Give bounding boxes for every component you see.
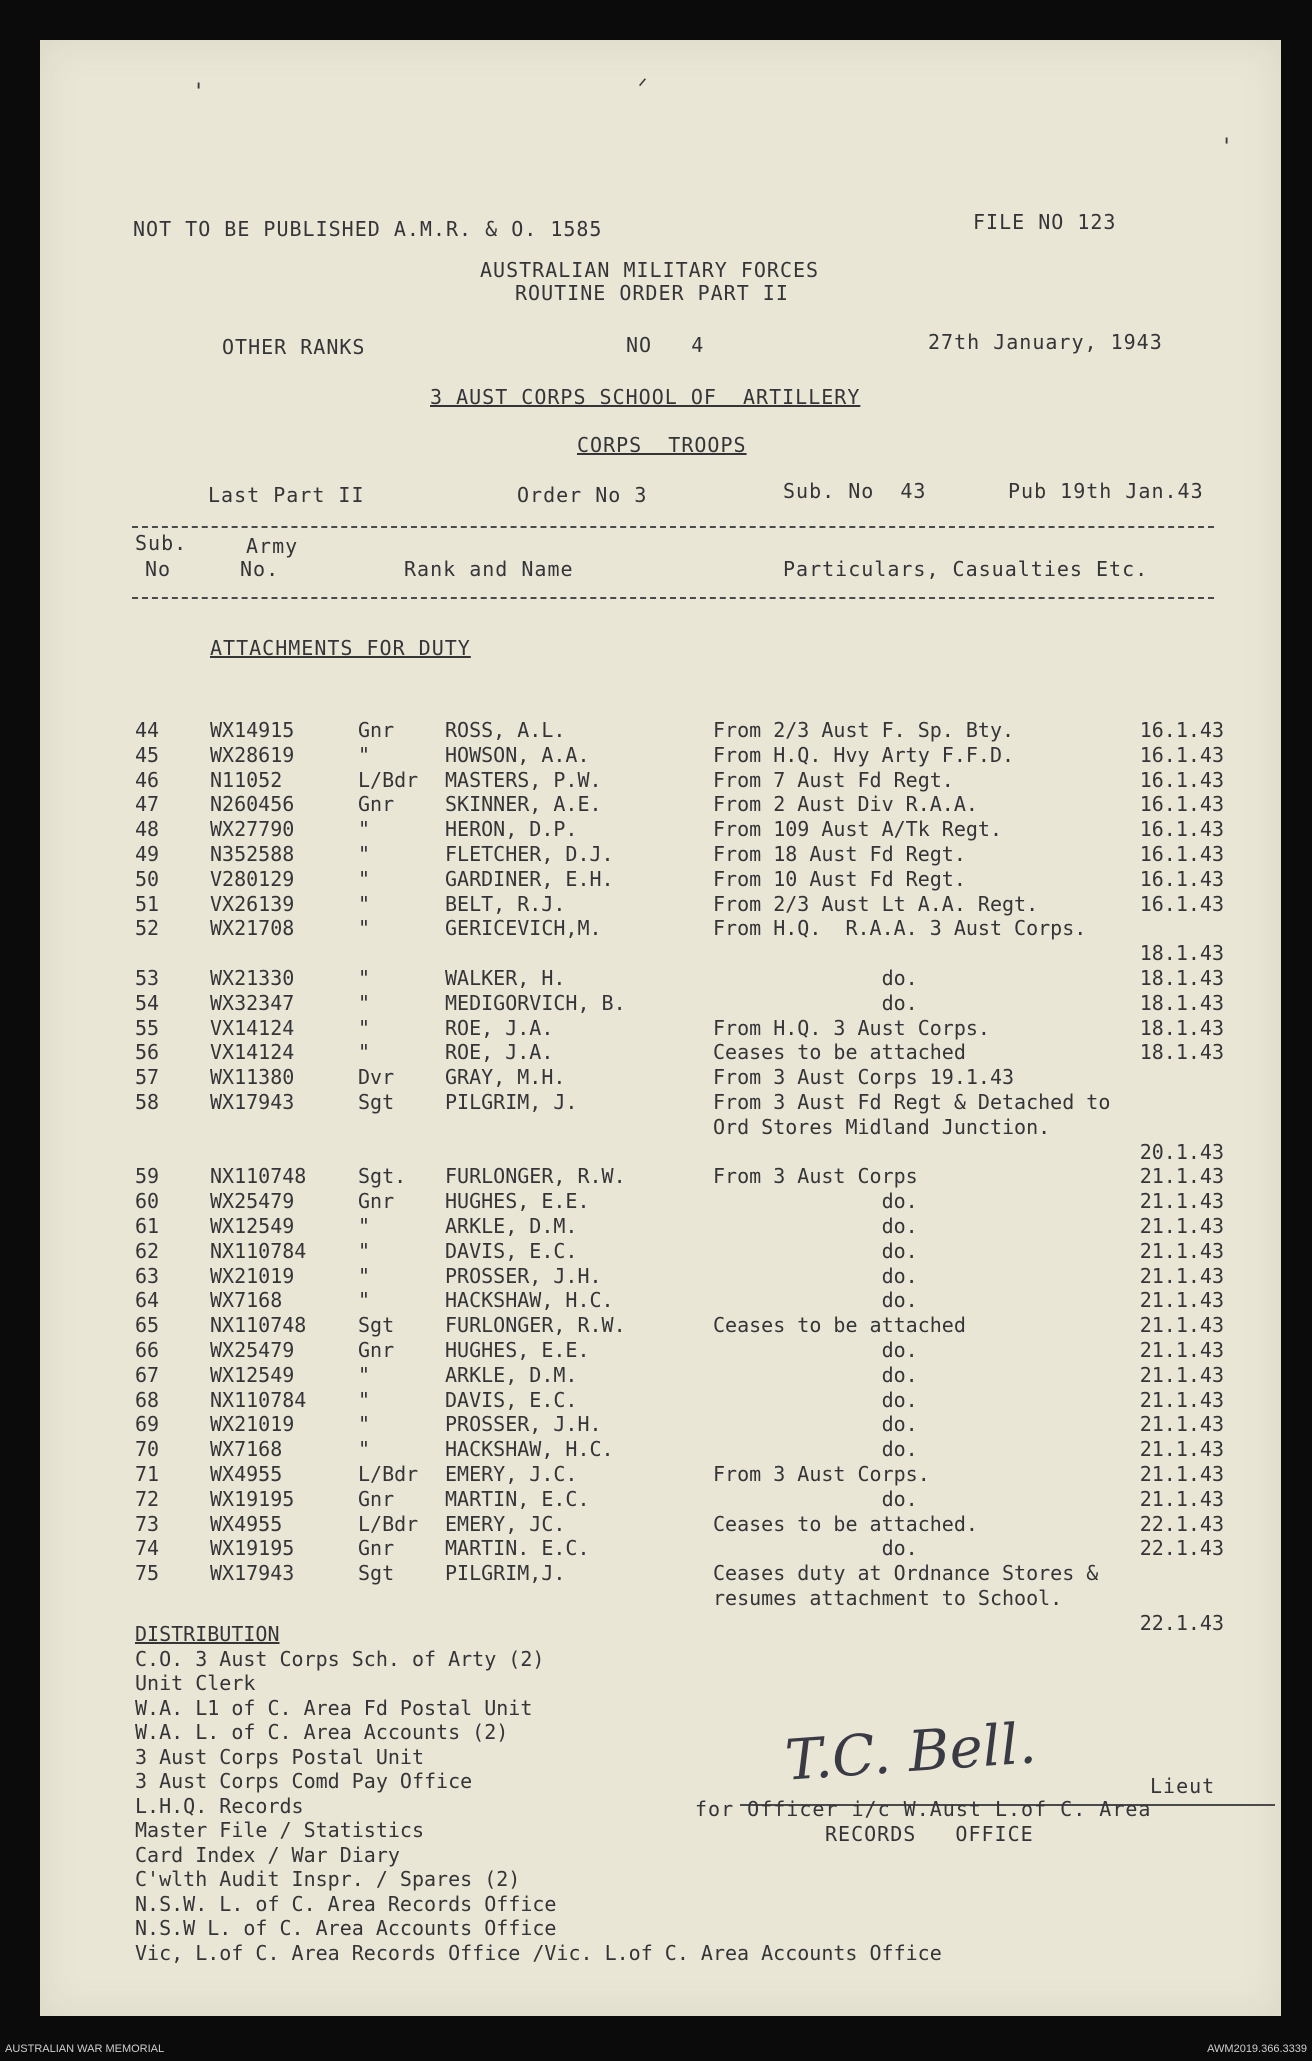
cell-date: 21.1.43 bbox=[1139, 1486, 1224, 1511]
cell-army: WX25479 bbox=[210, 1338, 295, 1362]
cell-date: 21.1.43 bbox=[1139, 1387, 1224, 1412]
cell-date: 21.1.43 bbox=[1139, 1362, 1224, 1387]
cell-part: do. bbox=[713, 1437, 918, 1462]
cell-sub: 66 bbox=[135, 1338, 160, 1362]
cell-army: WX17943 bbox=[210, 1090, 295, 1114]
cell-sub: 44 bbox=[135, 718, 160, 742]
distribution-item: L.H.Q. Records bbox=[135, 1793, 304, 1818]
cell-part: From 2/3 Aust F. Sp. Bty. bbox=[713, 718, 1015, 742]
cell-name: PROSSER, J.H. bbox=[445, 1263, 602, 1288]
cell-name: FURLONGER, R.W. bbox=[445, 1313, 626, 1338]
cell-part: From 7 Aust Fd Regt. bbox=[713, 767, 954, 792]
cell-date: 21.1.43 bbox=[1139, 1412, 1224, 1437]
distribution-item: Unit Clerk bbox=[135, 1671, 256, 1695]
table-row bbox=[40, 1536, 1281, 1560]
col-army-header: Army bbox=[246, 534, 299, 558]
cell-sub: 68 bbox=[135, 1387, 160, 1412]
cell-army: N260456 bbox=[210, 792, 295, 817]
cell-name: ROE, J.A. bbox=[445, 1040, 554, 1065]
table-row bbox=[40, 1313, 1281, 1337]
cell-date: 22.1.43 bbox=[1139, 1610, 1224, 1635]
last-sub-label: Sub. No 43 bbox=[783, 479, 927, 503]
document-page bbox=[40, 40, 1281, 2016]
distribution-item: W.A. L1 of C. Area Fd Postal Unit bbox=[135, 1695, 533, 1720]
cell-sub: 56 bbox=[135, 1040, 160, 1065]
cell-part: do. bbox=[713, 1338, 918, 1362]
cell-name: GARDINER, E.H. bbox=[445, 866, 614, 891]
table-row bbox=[40, 1412, 1281, 1436]
cell-part: do. bbox=[713, 1189, 918, 1214]
cell-date: 20.1.43 bbox=[1139, 1139, 1224, 1164]
cell-sub: 54 bbox=[135, 990, 160, 1015]
cell-rank: " bbox=[358, 1238, 371, 1263]
col-sub-header: Sub. bbox=[135, 531, 188, 555]
cell-date: 21.1.43 bbox=[1139, 1437, 1224, 1462]
cell-sub: 58 bbox=[135, 1090, 160, 1114]
cell-army: WX19195 bbox=[210, 1486, 295, 1511]
cell-name: PROSSER, J.H. bbox=[445, 1412, 602, 1437]
cell-name: SKINNER, A.E. bbox=[445, 792, 602, 817]
cell-sub: 70 bbox=[135, 1437, 160, 1462]
cell-part: From H.Q. R.A.A. 3 Aust Corps. bbox=[713, 916, 1087, 941]
cell-rank: " bbox=[358, 1437, 371, 1462]
table-top-rule bbox=[132, 526, 1214, 528]
cell-army: WX4955 bbox=[210, 1462, 283, 1486]
distribution-item: 3 Aust Corps Postal Unit bbox=[135, 1744, 424, 1769]
cell-part: Ord Stores Midland Junction. bbox=[713, 1114, 1051, 1139]
cell-sub: 69 bbox=[135, 1412, 160, 1437]
signature-rank: Lieut bbox=[1150, 1774, 1216, 1798]
cell-army: N11052 bbox=[210, 767, 283, 792]
cell-part: From 18 Aust Fd Regt. bbox=[713, 842, 966, 866]
table-bottom-rule bbox=[132, 597, 1214, 599]
cell-sub: 47 bbox=[135, 792, 160, 817]
cell-army: WX19195 bbox=[210, 1536, 295, 1561]
cell-date: 22.1.43 bbox=[1139, 1511, 1224, 1536]
cell-army: WX12549 bbox=[210, 1214, 295, 1238]
table-row bbox=[40, 1040, 1281, 1064]
table-row bbox=[40, 1512, 1281, 1536]
table-row bbox=[40, 718, 1281, 742]
table-row bbox=[40, 1115, 1281, 1139]
cell-rank: " bbox=[358, 817, 371, 842]
cell-rank: Gnr bbox=[358, 1189, 395, 1214]
cell-sub: 53 bbox=[135, 966, 160, 990]
cell-name: DAVIS, E.C. bbox=[445, 1387, 578, 1412]
cell-part: do. bbox=[713, 1238, 918, 1263]
cell-part: do. bbox=[713, 1387, 918, 1412]
cell-rank: L/Bdr bbox=[358, 1511, 419, 1536]
table-row bbox=[40, 1462, 1281, 1486]
cell-part: do. bbox=[713, 966, 918, 990]
distribution-item: Vic, L.of C. Area Records Office /Vic. L.of C. Area Accounts Office bbox=[135, 1940, 942, 1965]
distribution-item: 3 Aust Corps Comd Pay Office bbox=[135, 1769, 473, 1793]
cell-rank: Sgt bbox=[358, 1090, 395, 1114]
cell-rank: " bbox=[358, 1263, 371, 1288]
cell-army: VX14124 bbox=[210, 1015, 295, 1040]
distribution-title: DISTRIBUTION bbox=[135, 1622, 280, 1646]
table-row bbox=[40, 1288, 1281, 1312]
cell-part: Ceases to be attached bbox=[713, 1040, 966, 1065]
cell-army: NX110748 bbox=[210, 1313, 307, 1338]
col-sub-header-2: No bbox=[145, 557, 172, 581]
cell-sub: 62 bbox=[135, 1238, 160, 1263]
cell-rank: " bbox=[358, 842, 371, 866]
troops-title: CORPS TROOPS bbox=[577, 433, 747, 457]
cell-rank: Gnr bbox=[358, 718, 395, 742]
cell-rank: L/Bdr bbox=[358, 1462, 419, 1486]
table-row bbox=[40, 1189, 1281, 1213]
cell-rank: Sgt. bbox=[358, 1164, 407, 1189]
table-row bbox=[40, 1239, 1281, 1263]
cell-date: 16.1.43 bbox=[1139, 792, 1224, 817]
cell-part: do. bbox=[713, 1214, 918, 1238]
footer-right: AWM2019.366.3339 bbox=[1207, 2043, 1307, 2055]
cell-part: From 3 Aust Corps. bbox=[713, 1462, 930, 1486]
cell-part: From 2 Aust Div R.A.A. bbox=[713, 792, 978, 817]
cell-army: NX110784 bbox=[210, 1387, 307, 1412]
order-date: 27th January, 1943 bbox=[928, 330, 1163, 354]
cell-date: 21.1.43 bbox=[1139, 1263, 1224, 1288]
cell-name: BELT, R.J. bbox=[445, 891, 566, 916]
cell-date: 21.1.43 bbox=[1139, 1189, 1224, 1214]
table-row bbox=[40, 941, 1281, 965]
cell-date: 21.1.43 bbox=[1139, 1288, 1224, 1313]
distribution-item: Master File / Statistics bbox=[135, 1818, 424, 1842]
cell-date: 16.1.43 bbox=[1139, 718, 1224, 742]
cell-army: NX110748 bbox=[210, 1164, 307, 1189]
cell-name: ROSS, A.L. bbox=[445, 718, 566, 742]
cell-part: From H.Q. Hvy Arty F.F.D. bbox=[713, 742, 1015, 767]
cell-part: resumes attachment to School. bbox=[713, 1586, 1063, 1610]
cell-part: From 3 Aust Corps 19.1.43 bbox=[713, 1065, 1015, 1090]
cell-name: PILGRIM,J. bbox=[445, 1561, 566, 1586]
cell-sub: 63 bbox=[135, 1263, 160, 1288]
order-number: NO 4 bbox=[626, 333, 705, 357]
table-row bbox=[40, 1214, 1281, 1238]
cell-name: WALKER, H. bbox=[445, 966, 566, 990]
cell-date: 21.1.43 bbox=[1139, 1164, 1224, 1189]
cell-rank: " bbox=[358, 916, 371, 941]
cell-sub: 64 bbox=[135, 1288, 160, 1313]
cell-name: HUGHES, E.E. bbox=[445, 1189, 590, 1214]
cell-sub: 45 bbox=[135, 742, 160, 767]
ink-mark: ' bbox=[192, 80, 206, 105]
cell-sub: 49 bbox=[135, 842, 160, 866]
signature: T.C. Bell. bbox=[783, 1711, 1039, 1794]
cell-sub: 50 bbox=[135, 866, 160, 891]
cell-sub: 57 bbox=[135, 1065, 160, 1090]
cell-army: VX14124 bbox=[210, 1040, 295, 1065]
cell-rank: Gnr bbox=[358, 1486, 395, 1511]
cell-part: do. bbox=[713, 1486, 918, 1511]
cell-name: ARKLE, D.M. bbox=[445, 1214, 578, 1238]
section-title: ATTACHMENTS FOR DUTY bbox=[210, 636, 471, 660]
cell-name: HOWSON, A.A. bbox=[445, 742, 590, 767]
cell-army: WX27790 bbox=[210, 817, 295, 842]
cell-rank: " bbox=[358, 1387, 371, 1412]
cell-army: NX110784 bbox=[210, 1238, 307, 1263]
cell-rank: " bbox=[358, 1288, 371, 1313]
table-row bbox=[40, 1437, 1281, 1461]
cell-rank: " bbox=[358, 1362, 371, 1387]
last-part-label: Last Part II bbox=[208, 483, 365, 507]
cell-rank: " bbox=[358, 966, 371, 990]
cell-rank: L/Bdr bbox=[358, 767, 419, 792]
cell-name: GRAY, M.H. bbox=[445, 1065, 566, 1090]
cell-sub: 74 bbox=[135, 1536, 160, 1561]
cell-rank: Dvr bbox=[358, 1065, 395, 1090]
cell-rank: " bbox=[358, 1214, 371, 1238]
distribution-item: Card Index / War Diary bbox=[135, 1842, 400, 1867]
table-row bbox=[40, 966, 1281, 990]
table-row bbox=[40, 892, 1281, 916]
cell-army: WX11380 bbox=[210, 1065, 295, 1090]
cell-rank: " bbox=[358, 866, 371, 891]
distribution-item: W.A. L. of C. Area Accounts (2) bbox=[135, 1720, 509, 1744]
footer-left: AUSTRALIAN WAR MEMORIAL bbox=[5, 2043, 165, 2055]
cell-sub: 72 bbox=[135, 1486, 160, 1511]
cell-rank: " bbox=[358, 891, 371, 916]
last-pub-label: Pub 19th Jan.43 bbox=[1008, 479, 1204, 503]
cell-sub: 75 bbox=[135, 1561, 160, 1586]
cell-name: PILGRIM, J. bbox=[445, 1090, 578, 1114]
cell-sub: 59 bbox=[135, 1164, 160, 1189]
cell-name: HERON, D.P. bbox=[445, 817, 578, 842]
cell-sub: 67 bbox=[135, 1362, 160, 1387]
cell-part: Ceases duty at Ordnance Stores & bbox=[713, 1561, 1099, 1586]
cell-sub: 46 bbox=[135, 767, 160, 792]
table-row bbox=[40, 1388, 1281, 1412]
cell-part: From 2/3 Aust Lt A.A. Regt. bbox=[713, 891, 1039, 916]
cell-army: WX21019 bbox=[210, 1263, 295, 1288]
last-order-label: Order No 3 bbox=[517, 483, 648, 507]
cell-name: HACKSHAW, H.C. bbox=[445, 1288, 614, 1313]
cell-date: 18.1.43 bbox=[1139, 990, 1224, 1015]
cell-name: EMERY, JC. bbox=[445, 1511, 566, 1536]
cell-name: EMERY, J.C. bbox=[445, 1462, 578, 1486]
cell-part: do. bbox=[713, 990, 918, 1015]
cell-part: Ceases to be attached bbox=[713, 1313, 966, 1338]
cell-army: WX12549 bbox=[210, 1362, 295, 1387]
table-row bbox=[40, 1140, 1281, 1164]
cell-date: 21.1.43 bbox=[1139, 1313, 1224, 1338]
cell-part: do. bbox=[713, 1263, 918, 1288]
table-row bbox=[40, 1586, 1281, 1610]
distribution-item: C.O. 3 Aust Corps Sch. of Arty (2) bbox=[135, 1646, 545, 1671]
cell-name: MARTIN. E.C. bbox=[445, 1536, 590, 1561]
ink-mark: ᐟ bbox=[638, 75, 648, 100]
file-number: FILE NO 123 bbox=[973, 210, 1117, 234]
cell-part: From 10 Aust Fd Regt. bbox=[713, 866, 966, 891]
cell-rank: Sgt bbox=[358, 1561, 395, 1586]
table-row bbox=[40, 916, 1281, 940]
table-row bbox=[40, 817, 1281, 841]
cell-army: WX32347 bbox=[210, 990, 295, 1015]
cell-army: V280129 bbox=[210, 866, 295, 891]
cell-army: WX28619 bbox=[210, 742, 295, 767]
cell-rank: Gnr bbox=[358, 1536, 395, 1561]
cell-name: HACKSHAW, H.C. bbox=[445, 1437, 614, 1462]
cell-sub: 55 bbox=[135, 1015, 160, 1040]
cell-part: From H.Q. 3 Aust Corps. bbox=[713, 1015, 990, 1040]
cell-name: GERICEVICH,M. bbox=[445, 916, 602, 941]
signature-office: RECORDS OFFICE bbox=[825, 1822, 1034, 1846]
col-particulars-header: Particulars, Casualties Etc. bbox=[783, 557, 1149, 581]
table-row bbox=[40, 743, 1281, 767]
cell-sub: 73 bbox=[135, 1511, 160, 1536]
cell-sub: 71 bbox=[135, 1462, 160, 1486]
cell-sub: 52 bbox=[135, 916, 160, 941]
cell-army: WX17943 bbox=[210, 1561, 295, 1586]
cell-name: MEDIGORVICH, B. bbox=[445, 990, 626, 1015]
cell-sub: 60 bbox=[135, 1189, 160, 1214]
cell-date: 16.1.43 bbox=[1139, 891, 1224, 916]
cell-date: 18.1.43 bbox=[1139, 941, 1224, 966]
cell-sub: 51 bbox=[135, 891, 160, 916]
distribution-item: N.S.W L. of C. Area Accounts Office bbox=[135, 1916, 557, 1940]
cell-army: WX7168 bbox=[210, 1437, 283, 1462]
cell-date: 16.1.43 bbox=[1139, 767, 1224, 792]
cell-rank: Gnr bbox=[358, 792, 395, 817]
table-row bbox=[40, 768, 1281, 792]
cell-rank: Sgt bbox=[358, 1313, 395, 1338]
cell-date: 16.1.43 bbox=[1139, 842, 1224, 866]
cell-part: do. bbox=[713, 1412, 918, 1437]
table-row bbox=[40, 1487, 1281, 1511]
cell-army: WX7168 bbox=[210, 1288, 283, 1313]
cell-date: 18.1.43 bbox=[1139, 966, 1224, 990]
cell-part: do. bbox=[713, 1288, 918, 1313]
cell-part: do. bbox=[713, 1536, 918, 1561]
table-row bbox=[40, 792, 1281, 816]
cell-date: 22.1.43 bbox=[1139, 1536, 1224, 1561]
col-rank-name-header: Rank and Name bbox=[404, 557, 574, 581]
table-row bbox=[40, 1065, 1281, 1089]
cell-rank: " bbox=[358, 990, 371, 1015]
cell-army: WX21019 bbox=[210, 1412, 295, 1437]
cell-date: 21.1.43 bbox=[1139, 1214, 1224, 1238]
cell-date: 16.1.43 bbox=[1139, 866, 1224, 891]
table-row bbox=[40, 1016, 1281, 1040]
cell-army: WX25479 bbox=[210, 1189, 295, 1214]
cell-sub: 48 bbox=[135, 817, 160, 842]
distribution-item: C'wlth Audit Inspr. / Spares (2) bbox=[135, 1867, 521, 1891]
cell-date: 16.1.43 bbox=[1139, 742, 1224, 767]
table-row bbox=[40, 1363, 1281, 1387]
unit-title: 3 AUST CORPS SCHOOL OF ARTILLERY bbox=[430, 385, 861, 409]
table-row bbox=[40, 1561, 1281, 1585]
cell-date: 18.1.43 bbox=[1139, 1015, 1224, 1040]
cell-rank: " bbox=[358, 1412, 371, 1437]
cell-rank: " bbox=[358, 1040, 371, 1065]
cell-rank: Gnr bbox=[358, 1338, 395, 1362]
col-army-header-2: No. bbox=[240, 557, 280, 581]
order-part-title: ROUTINE ORDER PART II bbox=[515, 281, 789, 305]
table-row bbox=[40, 1090, 1281, 1114]
cell-date: 18.1.43 bbox=[1139, 1040, 1224, 1065]
cell-date: 21.1.43 bbox=[1139, 1238, 1224, 1263]
cell-army: WX4955 bbox=[210, 1511, 283, 1536]
cell-army: VX26139 bbox=[210, 891, 295, 916]
cell-name: MARTIN, E.C. bbox=[445, 1486, 590, 1511]
table-row bbox=[40, 1338, 1281, 1362]
cell-rank: " bbox=[358, 1015, 371, 1040]
cell-name: DAVIS, E.C. bbox=[445, 1238, 578, 1263]
table-row bbox=[40, 842, 1281, 866]
cell-part: do. bbox=[713, 1362, 918, 1387]
cell-date: 21.1.43 bbox=[1139, 1462, 1224, 1486]
ink-mark: ' bbox=[1220, 135, 1234, 160]
cell-part: From 3 Aust Fd Regt & Detached to bbox=[713, 1090, 1111, 1114]
distribution-item: N.S.W. L. of C. Area Records Office bbox=[135, 1891, 557, 1916]
signature-for-line: for Officer i/c W.Aust L.of C. Area bbox=[695, 1797, 1152, 1821]
cell-rank: " bbox=[358, 742, 371, 767]
table-row bbox=[40, 1264, 1281, 1288]
cell-part: Ceases to be attached. bbox=[713, 1511, 978, 1536]
org-title: AUSTRALIAN MILITARY FORCES bbox=[480, 258, 820, 282]
cell-name: ROE, J.A. bbox=[445, 1015, 554, 1040]
table-row bbox=[40, 1164, 1281, 1188]
cell-date: 16.1.43 bbox=[1139, 817, 1224, 842]
cell-part: From 3 Aust Corps bbox=[713, 1164, 918, 1189]
other-ranks-label: OTHER RANKS bbox=[222, 335, 366, 359]
cell-part: From 109 Aust A/Tk Regt. bbox=[713, 817, 1002, 842]
cell-army: N352588 bbox=[210, 842, 295, 866]
cell-name: FLETCHER, D.J. bbox=[445, 842, 614, 866]
cell-name: ARKLE, D.M. bbox=[445, 1362, 578, 1387]
cell-sub: 61 bbox=[135, 1214, 160, 1238]
cell-sub: 65 bbox=[135, 1313, 160, 1338]
cell-army: WX21330 bbox=[210, 966, 295, 990]
cell-name: HUGHES, E.E. bbox=[445, 1338, 590, 1362]
cell-name: FURLONGER, R.W. bbox=[445, 1164, 626, 1189]
cell-date: 21.1.43 bbox=[1139, 1338, 1224, 1362]
table-row bbox=[40, 867, 1281, 891]
cell-name: MASTERS, P.W. bbox=[445, 767, 602, 792]
not-published-line: NOT TO BE PUBLISHED A.M.R. & O. 1585 bbox=[133, 217, 603, 241]
table-row bbox=[40, 991, 1281, 1015]
cell-army: WX21708 bbox=[210, 916, 295, 941]
cell-army: WX14915 bbox=[210, 718, 295, 742]
